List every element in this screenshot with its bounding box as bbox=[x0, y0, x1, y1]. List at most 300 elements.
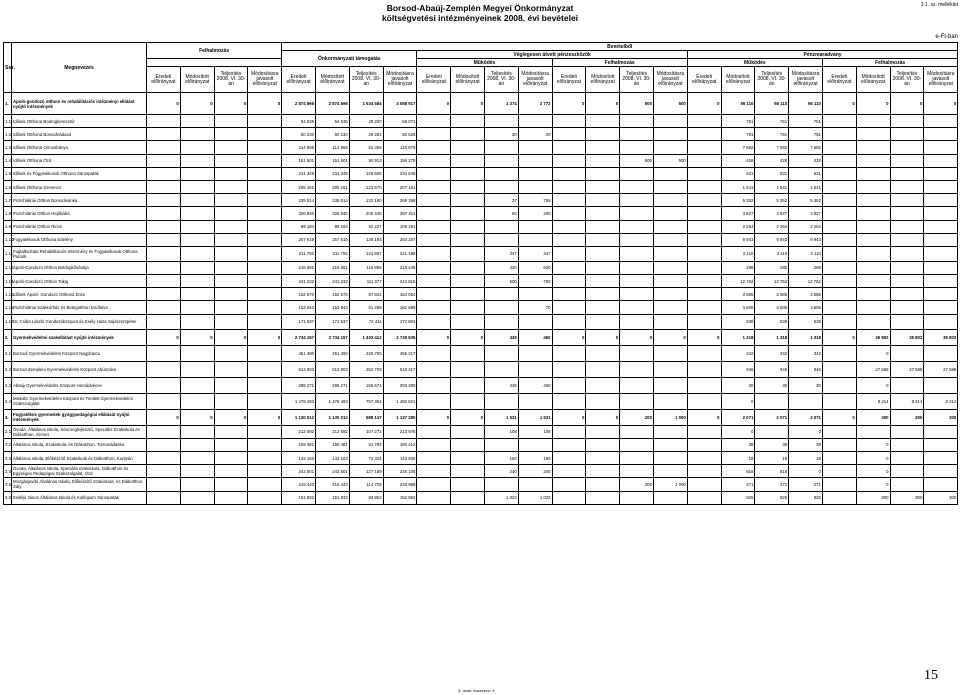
cell-value: 1 023 bbox=[518, 491, 552, 504]
cell-value: 1 137 280 bbox=[383, 409, 417, 425]
cell-value: 2 874 666 bbox=[316, 93, 350, 115]
cell-value bbox=[417, 180, 451, 193]
cell-value bbox=[687, 491, 721, 504]
cell-value: 56 110 bbox=[721, 93, 755, 115]
cell-value bbox=[856, 154, 890, 167]
cell-value: 347 bbox=[518, 246, 552, 261]
row-name: Pszichiátriai Szakkórház és Betegotthon Izsófalva bbox=[12, 301, 147, 314]
cell-value bbox=[180, 246, 214, 261]
cell-value bbox=[552, 491, 586, 504]
cell-value: 0 bbox=[856, 478, 890, 491]
cell-value: 3 585 bbox=[789, 288, 823, 301]
cell-value bbox=[924, 288, 958, 301]
cell-value: 0 bbox=[687, 93, 721, 115]
cell-value bbox=[248, 154, 282, 167]
cell-value bbox=[924, 452, 958, 465]
cell-value bbox=[248, 491, 282, 504]
cell-value bbox=[653, 128, 687, 141]
row-name: Miskolci Gyermekvédelmi Központ és Területi Gyermekvédelmi Szakszolgálat bbox=[12, 393, 147, 409]
cell-value bbox=[586, 377, 620, 393]
cell-value: 342 bbox=[755, 345, 789, 361]
cell-value: 153 843 bbox=[316, 301, 350, 314]
row-number: 3.5. bbox=[4, 478, 12, 491]
cell-value: 751 bbox=[789, 115, 823, 128]
cell-value: 218 245 bbox=[383, 261, 417, 274]
cell-value: 0 bbox=[856, 465, 890, 478]
cell-value bbox=[687, 115, 721, 128]
cell-value: 1 534 584 bbox=[349, 93, 383, 115]
cell-value: 347 bbox=[484, 246, 518, 261]
row-number: 2.1. bbox=[4, 345, 12, 361]
cell-value bbox=[248, 220, 282, 233]
cell-value: 0 bbox=[789, 425, 823, 438]
row-name: Pszichiátriai Otthon Ricse bbox=[12, 220, 147, 233]
cell-value bbox=[518, 141, 552, 154]
cell-value: 397 312 bbox=[383, 207, 417, 220]
cell-value bbox=[924, 154, 958, 167]
cell-value: 1 023 bbox=[484, 491, 518, 504]
cell-value: 0 bbox=[214, 409, 248, 425]
cell-value bbox=[214, 233, 248, 246]
cell-value bbox=[924, 345, 958, 361]
col-header-0: Eredeti előirányzat bbox=[147, 67, 181, 93]
cell-value: 300 bbox=[924, 491, 958, 504]
cell-value bbox=[653, 194, 687, 207]
cell-value: 30 bbox=[755, 377, 789, 393]
cell-value bbox=[687, 194, 721, 207]
cell-value: 245 105 bbox=[383, 465, 417, 478]
cell-value bbox=[248, 275, 282, 288]
cell-value: 2 264 bbox=[755, 220, 789, 233]
cell-value bbox=[822, 288, 856, 301]
cell-value bbox=[586, 207, 620, 220]
cell-value bbox=[586, 393, 620, 409]
table-row bbox=[4, 345, 958, 361]
cell-value: 35 802 bbox=[856, 329, 890, 345]
col-header-mukodes-1: Működés bbox=[417, 59, 552, 67]
cell-value bbox=[180, 452, 214, 465]
cell-value: 109 291 bbox=[383, 220, 417, 233]
table-row bbox=[4, 154, 958, 167]
cell-value: 39 bbox=[721, 438, 755, 451]
cell-value: 0 bbox=[552, 93, 586, 115]
cell-value bbox=[586, 478, 620, 491]
cell-value bbox=[620, 128, 654, 141]
cell-value: 200 bbox=[620, 478, 654, 491]
cell-value bbox=[890, 194, 924, 207]
cell-value bbox=[856, 115, 890, 128]
cell-value: 160 bbox=[484, 452, 518, 465]
row-number: 1.6. bbox=[4, 180, 12, 193]
cell-value bbox=[687, 377, 721, 393]
cell-value bbox=[417, 233, 451, 246]
cell-value bbox=[180, 180, 214, 193]
cell-value bbox=[890, 301, 924, 314]
cell-value: 7 692 bbox=[789, 141, 823, 154]
cell-value bbox=[586, 128, 620, 141]
cell-value bbox=[214, 314, 248, 329]
cell-value bbox=[417, 261, 451, 274]
cell-value bbox=[484, 301, 518, 314]
cell-value bbox=[451, 314, 485, 329]
cell-value: 54 635 bbox=[316, 115, 350, 128]
cell-value bbox=[248, 438, 282, 451]
col-header-1: Módosított előirányzat bbox=[180, 67, 214, 93]
cell-value bbox=[214, 345, 248, 361]
cell-value: 631 bbox=[755, 167, 789, 180]
col-header-8: Eredeti előirányzat bbox=[417, 67, 451, 93]
cell-value bbox=[653, 167, 687, 180]
cell-value: 0 bbox=[451, 329, 485, 345]
cell-value: 271 bbox=[755, 478, 789, 491]
cell-value bbox=[417, 345, 451, 361]
cell-value bbox=[653, 233, 687, 246]
cell-value: 288 bbox=[721, 261, 755, 274]
cell-value bbox=[822, 154, 856, 167]
col-header-6: Teljesítés 2008. VI. 30-án bbox=[349, 67, 383, 93]
cell-value: 1 541 bbox=[789, 180, 823, 193]
row-number: 1.1. bbox=[4, 115, 12, 128]
cell-value bbox=[552, 128, 586, 141]
cell-value: 283 257 bbox=[383, 233, 417, 246]
row-name: Idősek Ápoló- Gondozó Otthona Encs bbox=[12, 288, 147, 301]
cell-value bbox=[586, 261, 620, 274]
cell-value bbox=[451, 377, 485, 393]
cell-value: 1 318 bbox=[755, 329, 789, 345]
cell-value: 0 bbox=[214, 329, 248, 345]
cell-value: 9 943 bbox=[755, 233, 789, 246]
cell-value bbox=[417, 465, 451, 478]
cell-value: 18 bbox=[755, 452, 789, 465]
cell-value bbox=[180, 233, 214, 246]
cell-value bbox=[147, 465, 181, 478]
cell-value bbox=[620, 377, 654, 393]
cell-value: 52 368 bbox=[349, 141, 383, 154]
cell-value: 243 501 bbox=[282, 465, 316, 478]
cell-value bbox=[890, 233, 924, 246]
cell-value: 500 bbox=[653, 154, 687, 167]
cell-value: 200 bbox=[518, 207, 552, 220]
cell-value: 1 541 bbox=[755, 180, 789, 193]
table-row bbox=[4, 194, 958, 207]
cell-value bbox=[822, 207, 856, 220]
cell-value bbox=[417, 438, 451, 451]
table-row bbox=[4, 207, 958, 220]
cell-value bbox=[147, 194, 181, 207]
cell-value: 152 670 bbox=[282, 288, 316, 301]
cell-value bbox=[180, 207, 214, 220]
cell-value bbox=[248, 233, 282, 246]
cell-value bbox=[620, 275, 654, 288]
cell-value: 1 479 493 bbox=[316, 393, 350, 409]
cell-value: 0 bbox=[924, 93, 958, 115]
cell-value: 20 bbox=[518, 128, 552, 141]
cell-value bbox=[484, 220, 518, 233]
cell-value bbox=[214, 377, 248, 393]
cell-value bbox=[890, 141, 924, 154]
cell-value bbox=[518, 438, 552, 451]
row-name: Általános Iskola, Szakiskola, és Diákotthon, Tornanádaska bbox=[12, 438, 147, 451]
col-header-22: Teljesítés 2008. VI. 30-án bbox=[890, 67, 924, 93]
row-number: 2.3. bbox=[4, 377, 12, 393]
cell-value bbox=[552, 261, 586, 274]
cell-value bbox=[180, 154, 214, 167]
cell-value: 0 bbox=[822, 329, 856, 345]
cell-value: 0 bbox=[789, 465, 823, 478]
cell-value bbox=[586, 425, 620, 438]
cell-value bbox=[518, 233, 552, 246]
cell-value: 154 054 bbox=[383, 288, 417, 301]
cell-value: 0 bbox=[248, 93, 282, 115]
cell-value: 0 bbox=[147, 93, 181, 115]
cell-value bbox=[484, 478, 518, 491]
cell-value: 30 bbox=[721, 377, 755, 393]
cell-value: 1 130 012 bbox=[282, 409, 316, 425]
cell-value bbox=[890, 465, 924, 478]
cell-value bbox=[248, 261, 282, 274]
cell-value bbox=[147, 393, 181, 409]
cell-value bbox=[147, 438, 181, 451]
annex-label: 3.1. sz. melléklet bbox=[920, 2, 958, 8]
cell-value bbox=[586, 180, 620, 193]
table-row bbox=[4, 141, 958, 154]
row-name: Erdélyi János Általános Iskola és Kollégium Sárospatak bbox=[12, 491, 147, 504]
cell-value bbox=[924, 115, 958, 128]
cell-value bbox=[620, 167, 654, 180]
cell-value bbox=[586, 314, 620, 329]
cell-value: 0 bbox=[721, 393, 755, 409]
table-row bbox=[4, 128, 958, 141]
cell-value: 326 840 bbox=[316, 207, 350, 220]
row-number: 1.12. bbox=[4, 261, 12, 274]
cell-value bbox=[822, 261, 856, 274]
cell-value: 750 bbox=[518, 275, 552, 288]
cell-value bbox=[417, 141, 451, 154]
table-row bbox=[4, 393, 958, 409]
col-header-18: Teljesítés 2008. VI. 30-án bbox=[755, 67, 789, 93]
cell-value bbox=[180, 478, 214, 491]
cell-value: 107 272 bbox=[349, 425, 383, 438]
cell-value: 0 bbox=[822, 93, 856, 115]
cell-value: 171 537 bbox=[282, 314, 316, 329]
cell-value bbox=[417, 361, 451, 377]
cell-value bbox=[620, 361, 654, 377]
cell-value bbox=[248, 128, 282, 141]
cell-value bbox=[417, 246, 451, 261]
cell-value: 300 bbox=[924, 409, 958, 425]
row-name: Óvoda, Általános Iskola, Speciális Szakiskola, Diákotthon és Egységes Pedagógiai Szakszolgálat, Ózd bbox=[12, 465, 147, 478]
cell-value bbox=[552, 141, 586, 154]
cell-value: 1 374 bbox=[484, 93, 518, 115]
cell-value bbox=[552, 220, 586, 233]
cell-value bbox=[518, 361, 552, 377]
cell-value bbox=[586, 275, 620, 288]
cell-value bbox=[890, 220, 924, 233]
cell-value bbox=[180, 115, 214, 128]
cell-value bbox=[518, 154, 552, 167]
cell-value bbox=[890, 478, 924, 491]
cell-value bbox=[451, 275, 485, 288]
cell-value: 300 bbox=[856, 409, 890, 425]
cell-value bbox=[687, 207, 721, 220]
cell-value: 451 490 bbox=[316, 345, 350, 361]
cell-value bbox=[924, 425, 958, 438]
cell-value bbox=[147, 154, 181, 167]
cell-value: 205 161 bbox=[316, 180, 350, 193]
cell-value: 151 501 bbox=[316, 154, 350, 167]
cell-value bbox=[653, 220, 687, 233]
cell-value bbox=[856, 425, 890, 438]
cell-value: 231 188 bbox=[383, 246, 417, 261]
cell-value bbox=[552, 452, 586, 465]
col-header-12: Eredeti előirányzat bbox=[552, 67, 586, 93]
cell-value bbox=[147, 167, 181, 180]
cell-value: 757 364 bbox=[349, 393, 383, 409]
cell-value bbox=[214, 452, 248, 465]
cell-value bbox=[214, 154, 248, 167]
cell-value bbox=[822, 361, 856, 377]
cell-value bbox=[924, 207, 958, 220]
cell-value bbox=[620, 141, 654, 154]
cell-value: 12 762 bbox=[789, 275, 823, 288]
cell-value: 791 bbox=[789, 128, 823, 141]
cell-value: 445 bbox=[484, 329, 518, 345]
cell-value bbox=[586, 220, 620, 233]
cell-value: 0 bbox=[856, 93, 890, 115]
cell-value: 7 692 bbox=[755, 141, 789, 154]
cell-value bbox=[484, 167, 518, 180]
table-row bbox=[4, 261, 958, 274]
cell-value: 39 bbox=[755, 438, 789, 451]
cell-value bbox=[924, 465, 958, 478]
cell-value: 539 bbox=[789, 314, 823, 329]
cell-value: 791 bbox=[755, 128, 789, 141]
cell-value: 55 071 bbox=[383, 115, 417, 128]
cell-value: 271 bbox=[789, 478, 823, 491]
cell-value: 240 bbox=[484, 465, 518, 478]
cell-value: 115 679 bbox=[383, 141, 417, 154]
cell-value: 342 bbox=[789, 345, 823, 361]
cell-value: 1 479 493 bbox=[282, 393, 316, 409]
col-header-name: Megnevezés bbox=[12, 43, 147, 93]
row-name: Idősek Otthona Borsodnádasd bbox=[12, 128, 147, 141]
col-header-21: Módosított előirányzat bbox=[856, 67, 890, 93]
cell-value: 99 184 bbox=[282, 220, 316, 233]
cell-value bbox=[653, 288, 687, 301]
cell-value bbox=[417, 393, 451, 409]
cell-value bbox=[147, 345, 181, 361]
cell-value: 153 843 bbox=[282, 301, 316, 314]
cell-value: 0 bbox=[451, 409, 485, 425]
cell-value bbox=[890, 275, 924, 288]
cell-value bbox=[214, 141, 248, 154]
cell-value bbox=[653, 207, 687, 220]
col-header-17: Módosított előirányzat bbox=[721, 67, 755, 93]
cell-value: 212 592 bbox=[282, 425, 316, 438]
cell-value: 0 bbox=[180, 329, 214, 345]
cell-value: 211 792 bbox=[282, 246, 316, 261]
cell-value bbox=[890, 115, 924, 128]
cell-value: 2 071 bbox=[789, 409, 823, 425]
cell-value bbox=[924, 246, 958, 261]
col-header-4: Eredeti előirányzat bbox=[282, 67, 316, 93]
cell-value bbox=[924, 141, 958, 154]
cell-value bbox=[417, 478, 451, 491]
cell-value bbox=[552, 438, 586, 451]
cell-value: 52 227 bbox=[349, 220, 383, 233]
cell-value: 50 230 bbox=[316, 128, 350, 141]
cell-value: 500 bbox=[484, 275, 518, 288]
col-header-onk-tamogatas: Önkormányzati támogatás bbox=[282, 51, 417, 67]
cell-value bbox=[856, 220, 890, 233]
cell-value: 925 bbox=[755, 491, 789, 504]
row-number: 2.2. bbox=[4, 361, 12, 377]
table-row bbox=[4, 491, 958, 504]
cell-value: 216 691 bbox=[282, 261, 316, 274]
cell-value bbox=[451, 465, 485, 478]
cell-value: 420 bbox=[484, 261, 518, 274]
cell-value bbox=[214, 180, 248, 193]
cell-value bbox=[417, 377, 451, 393]
cell-value bbox=[653, 345, 687, 361]
cell-value bbox=[484, 314, 518, 329]
cell-value: 2 264 bbox=[721, 220, 755, 233]
cell-value: 513 903 bbox=[282, 361, 316, 377]
col-header-felhalmozas-1: Felhalmozás bbox=[552, 59, 687, 67]
row-name: Idősek Otthona Ózd bbox=[12, 154, 147, 167]
cell-value bbox=[417, 275, 451, 288]
cell-value bbox=[552, 275, 586, 288]
cell-value: 219 443 bbox=[316, 478, 350, 491]
cell-value bbox=[924, 314, 958, 329]
cell-value: 213 976 bbox=[383, 425, 417, 438]
cell-value: 235 514 bbox=[282, 194, 316, 207]
cell-value: 588 147 bbox=[349, 409, 383, 425]
cell-value bbox=[924, 180, 958, 193]
cell-value: 631 bbox=[721, 167, 755, 180]
cell-value bbox=[653, 452, 687, 465]
row-number: 2.4. bbox=[4, 393, 12, 409]
table-row bbox=[4, 438, 958, 451]
cell-value: 791 bbox=[721, 128, 755, 141]
cell-value bbox=[147, 478, 181, 491]
cell-value: 160 412 bbox=[383, 438, 417, 451]
col-header-mukodes-2: Működés bbox=[687, 59, 822, 67]
cell-value bbox=[417, 154, 451, 167]
cell-value bbox=[586, 301, 620, 314]
cell-value bbox=[180, 167, 214, 180]
cell-value bbox=[687, 180, 721, 193]
footer-text: 3. oldal, összesen: 4 bbox=[458, 688, 495, 693]
cell-value: 160 bbox=[518, 452, 552, 465]
cell-value bbox=[687, 154, 721, 167]
cell-value bbox=[687, 345, 721, 361]
row-number: 1.3. bbox=[4, 141, 12, 154]
cell-value: 240 bbox=[518, 465, 552, 478]
cell-value: 243 501 bbox=[316, 465, 350, 478]
cell-value bbox=[822, 491, 856, 504]
cell-value bbox=[451, 261, 485, 274]
cell-value: 212 592 bbox=[316, 425, 350, 438]
cell-value: 1 318 bbox=[721, 329, 755, 345]
cell-value bbox=[552, 393, 586, 409]
cell-value bbox=[822, 478, 856, 491]
cell-value: 818 bbox=[755, 465, 789, 478]
cell-value bbox=[451, 141, 485, 154]
table-row bbox=[4, 301, 958, 314]
col-header-bevetelek: Bevételből bbox=[282, 43, 958, 51]
cell-value bbox=[653, 438, 687, 451]
